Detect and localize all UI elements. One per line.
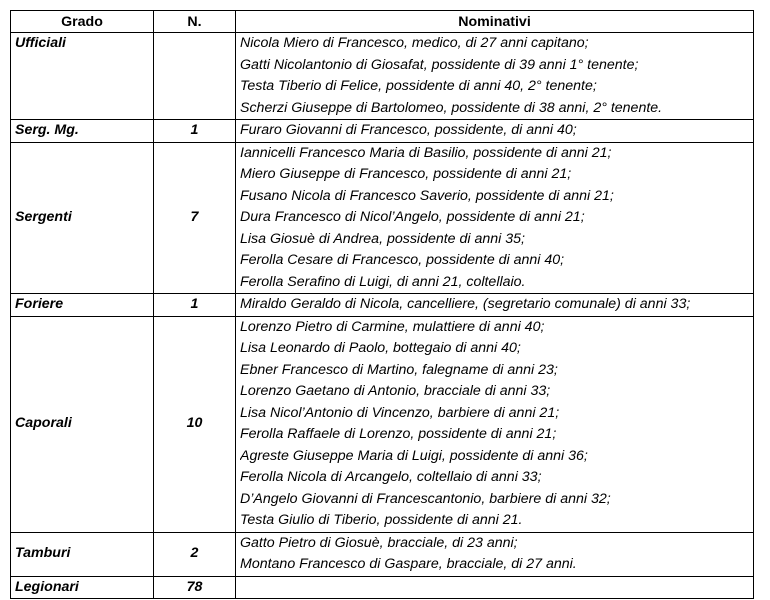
rank-cell: Serg. Mg. [11, 120, 154, 143]
names-cell [236, 316, 754, 532]
name-entry: Ferolla Raffaele di Lorenzo, possidente di anni 21; [240, 426, 557, 442]
table-row [11, 576, 754, 599]
document-sheet [10, 10, 754, 599]
name-entry: Testa Giulio di Tiberio, possidente di anni 21. [240, 512, 523, 528]
name-entry: Iannicelli Francesco Maria di Basilio, possidente di anni 21; [240, 144, 612, 161]
name-entry: Gatti Nicolantonio di Giosafat, possidente di 39 anni 1° tenente; [240, 56, 639, 73]
count-cell: 7 [154, 142, 236, 294]
name-entry: Miero Giuseppe di Francesco, possidente di anni 21; [240, 166, 572, 182]
header-grado: Grado [11, 11, 154, 33]
name-entry: Gatto Pietro di Giosuè, bracciale, di 23 anni; [240, 534, 518, 551]
count-cell: 78 [154, 576, 236, 599]
name-entry: Fusano Nicola di Francesco Saverio, possidente di anni 21; [240, 187, 614, 204]
table-row [11, 294, 754, 317]
count-cell: 2 [154, 532, 236, 576]
name-entry: Lisa Nicol’Antonio di Vincenzo, barbiere di anni 21; [240, 404, 560, 421]
count-cell: 1 [154, 294, 236, 317]
name-entry: Ferolla Cesare di Francesco, possidente di anni 40; [240, 252, 565, 268]
header-nominativi: Nominativi [236, 11, 754, 33]
count-cell: 10 [154, 316, 236, 532]
names-cell [236, 576, 754, 599]
name-entry: Lorenzo Gaetano di Antonio, bracciale di anni 33; [240, 383, 551, 399]
table-row [11, 316, 754, 532]
table-row [11, 532, 754, 576]
names-cell [236, 142, 754, 294]
names-cell [236, 532, 754, 576]
name-entry: Lisa Leonardo di Paolo, bottegaio di anni 40; [240, 340, 521, 356]
table-row [11, 142, 754, 294]
name-entry: Lisa Giosuè di Andrea, possidente di anni 35; [240, 230, 525, 247]
name-entry [240, 577, 749, 599]
count-cell [154, 33, 236, 120]
name-entry: Ferolla Serafino di Luigi, di anni 21, coltellaio. [240, 273, 526, 290]
rank-cell: Tamburi [11, 532, 154, 576]
name-entry: Dura Francesco di Nicol’Angelo, possidente di anni 21; [240, 209, 585, 225]
name-entry: Ferolla Nicola di Arcangelo, coltellaio di anni 33; [240, 469, 542, 485]
name-entry: Miraldo Geraldo di Nicola, cancelliere, (segretario comunale) di anni 33; [240, 296, 691, 312]
rank-cell: Foriere [11, 294, 154, 317]
name-entry: Agreste Giuseppe Maria di Luigi, possidente di anni 36; [240, 447, 588, 464]
table-row [11, 120, 754, 143]
roster-body [11, 33, 754, 599]
name-entry: Furaro Giovanni di Francesco, possidente, di anni 40; [240, 122, 577, 138]
table-row [11, 33, 754, 120]
name-entry: Nicola Miero di Francesco, medico, di 27 anni capitano; [240, 35, 589, 51]
rank-cell: Sergenti [11, 142, 154, 294]
name-entry: Testa Tiberio di Felice, possidente di anni 40, 2° tenente; [240, 78, 597, 94]
name-entry: D’Angelo Giovanni di Francescantonio, barbiere di anni 32; [240, 490, 611, 507]
rank-cell: Caporali [11, 316, 154, 532]
name-entry: Scherzi Giuseppe di Bartolomeo, possidente di 38 anni, 2° tenente. [240, 99, 663, 116]
roster-table [10, 10, 754, 599]
count-cell: 1 [154, 120, 236, 143]
names-cell [236, 120, 754, 143]
name-entry: Montano Francesco di Gaspare, bracciale, di 27 anni. [240, 556, 577, 572]
names-cell [236, 33, 754, 120]
header-number: N. [154, 11, 236, 33]
rank-cell: Legionari [11, 576, 154, 599]
name-entry: Lorenzo Pietro di Carmine, mulattiere di anni 40; [240, 318, 545, 335]
rank-cell: Ufficiali [11, 33, 154, 120]
header-row [11, 11, 754, 33]
names-cell [236, 294, 754, 317]
name-entry: Ebner Francesco di Martino, falegname di anni 23; [240, 361, 558, 378]
